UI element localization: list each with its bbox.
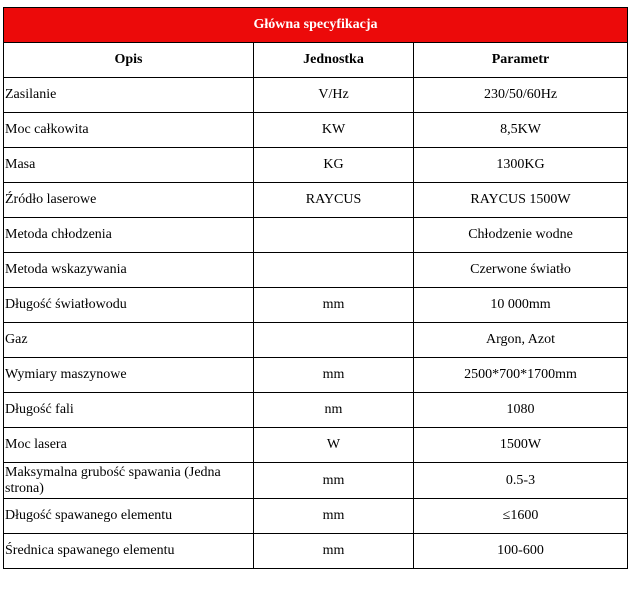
row-description: Długość światłowodu — [4, 288, 254, 323]
header-opis: Opis — [4, 43, 254, 78]
row-parameter: 8,5KW — [414, 113, 628, 148]
table-row — [4, 78, 628, 113]
row-description: Masa — [4, 148, 254, 183]
table-row — [4, 113, 628, 148]
row-parameter: 100-600 — [414, 534, 628, 569]
table-row — [4, 218, 628, 253]
table-row — [4, 463, 628, 499]
table-row — [4, 499, 628, 534]
table-row — [4, 393, 628, 428]
row-unit: W — [254, 428, 414, 463]
table-row — [4, 428, 628, 463]
row-unit: nm — [254, 393, 414, 428]
row-description: Zasilanie — [4, 78, 254, 113]
row-unit: KW — [254, 113, 414, 148]
table-row — [4, 253, 628, 288]
row-unit: KG — [254, 148, 414, 183]
row-parameter: 230/50/60Hz — [414, 78, 628, 113]
table-row — [4, 148, 628, 183]
row-description: Moc lasera — [4, 428, 254, 463]
row-parameter: Chłodzenie wodne — [414, 218, 628, 253]
row-description: Źródło laserowe — [4, 183, 254, 218]
table-row — [4, 288, 628, 323]
row-description: Długość spawanego elementu — [4, 499, 254, 534]
row-description: Maksymalna grubość spawania (Jedna strona) — [4, 463, 254, 499]
table-row — [4, 534, 628, 569]
table-row — [4, 323, 628, 358]
row-description: Wymiary maszynowe — [4, 358, 254, 393]
header-jednostka: Jednostka — [254, 43, 414, 78]
row-description: Metoda wskazywania — [4, 253, 254, 288]
specification-table — [3, 7, 628, 569]
row-unit: mm — [254, 463, 414, 499]
row-unit: V/Hz — [254, 78, 414, 113]
row-unit — [254, 323, 414, 358]
table-title-row — [4, 8, 628, 43]
table-title: Główna specyfikacja — [4, 8, 628, 43]
row-parameter: ≤1600 — [414, 499, 628, 534]
row-description: Średnica spawanego elementu — [4, 534, 254, 569]
row-unit — [254, 253, 414, 288]
row-description: Moc całkowita — [4, 113, 254, 148]
row-description: Gaz — [4, 323, 254, 358]
row-parameter: 10 000mm — [414, 288, 628, 323]
row-parameter: 1300KG — [414, 148, 628, 183]
row-unit: RAYCUS — [254, 183, 414, 218]
row-description: Metoda chłodzenia — [4, 218, 254, 253]
row-unit: mm — [254, 534, 414, 569]
row-unit: mm — [254, 358, 414, 393]
table-row — [4, 358, 628, 393]
row-parameter: 1080 — [414, 393, 628, 428]
row-parameter: 1500W — [414, 428, 628, 463]
row-parameter: Czerwone światło — [414, 253, 628, 288]
table-row — [4, 183, 628, 218]
row-parameter: 0.5-3 — [414, 463, 628, 499]
row-unit — [254, 218, 414, 253]
row-parameter: RAYCUS 1500W — [414, 183, 628, 218]
row-parameter: Argon, Azot — [414, 323, 628, 358]
row-description: Długość fali — [4, 393, 254, 428]
table-header-row — [4, 43, 628, 78]
row-parameter: 2500*700*1700mm — [414, 358, 628, 393]
header-parametr: Parametr — [414, 43, 628, 78]
row-unit: mm — [254, 499, 414, 534]
row-unit: mm — [254, 288, 414, 323]
